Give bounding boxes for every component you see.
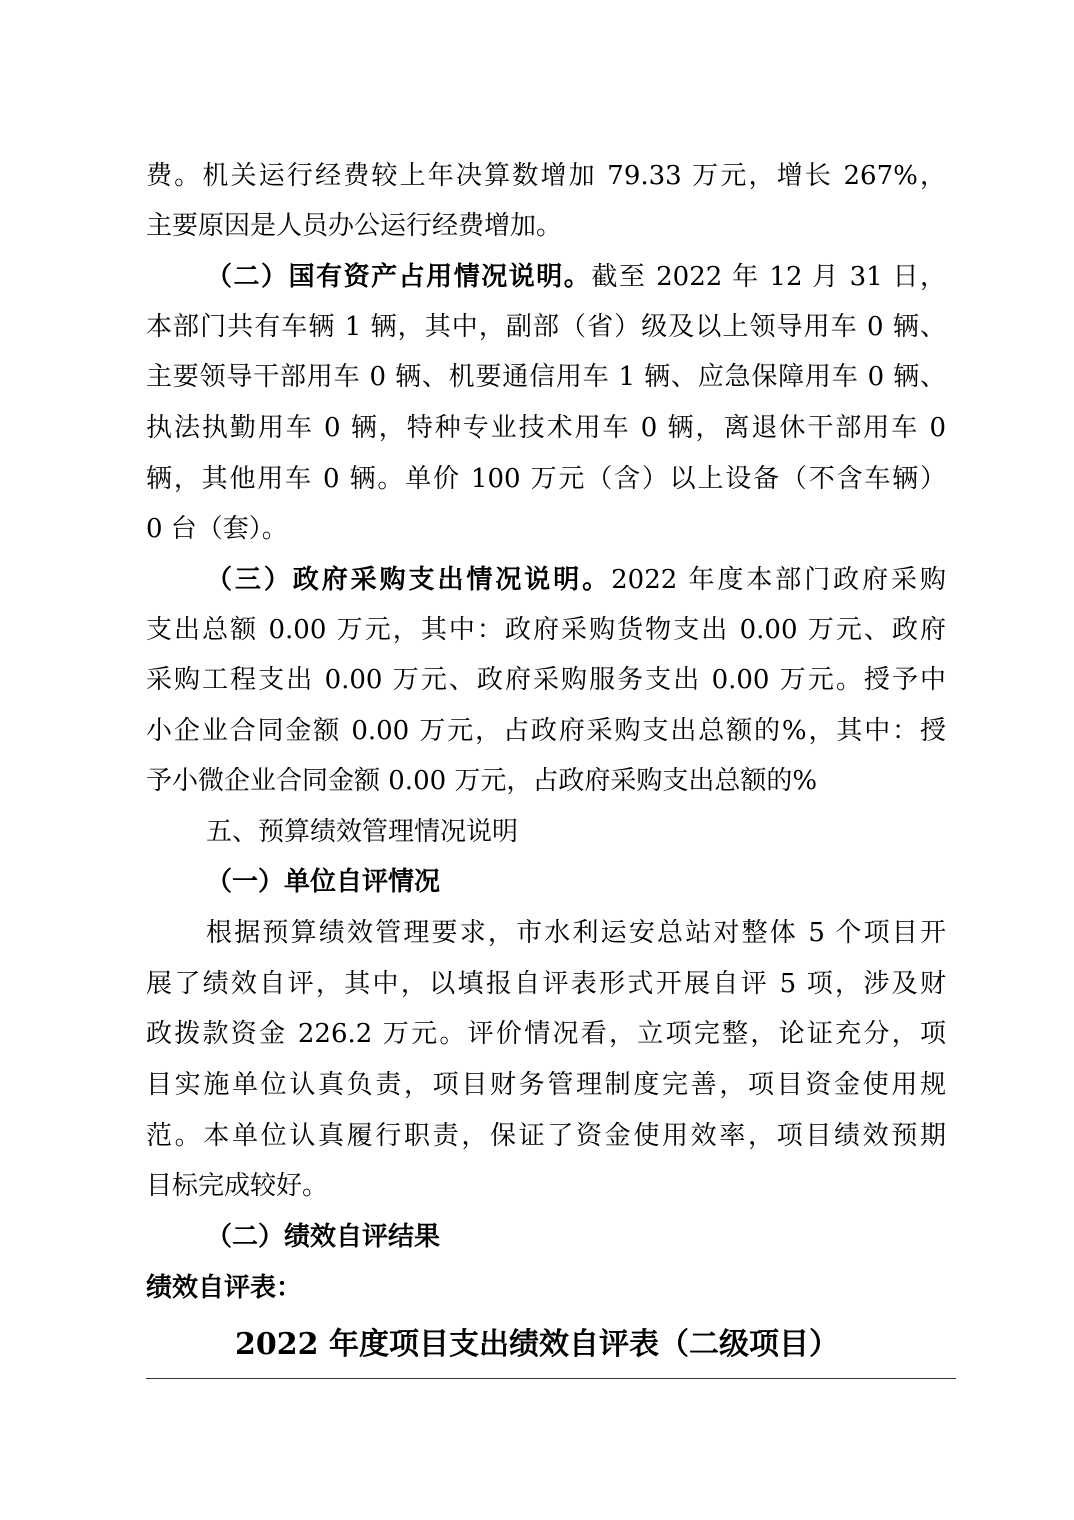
body-line: 根据预算绩效管理要求，市水利运安总站对整体 5 个项目开	[206, 918, 946, 948]
body-line: 主要原因是人员办公运行经费增加。	[146, 211, 563, 241]
procurement-heading: （三）政府采购支出情况说明。	[206, 565, 612, 595]
body-line: 目标完成较好。	[146, 1171, 329, 1201]
body-line: 辆，其他用车 0 辆。单价 100 万元（含）以上设备（不含车辆）	[146, 464, 946, 494]
assets-heading: （二）国有资产占用情况说明。	[206, 262, 592, 292]
body-line: 费。机关运行经费较上年决算数增加 79.33 万元，增长 267%，	[146, 161, 946, 191]
body-line: 范。本单位认真履行职责，保证了资金使用效率，项目绩效预期	[146, 1121, 946, 1151]
assets-line1-text: 截至 2022 年 12 月 31 日，	[591, 262, 946, 292]
body-line: 政拨款资金 226.2 万元。评价情况看，立项完整，论证充分，项	[146, 1019, 946, 1049]
body-line: 支出总额 0.00 万元，其中：政府采购货物支出 0.00 万元、政府	[146, 615, 946, 645]
subsection-2-heading: （二）绩效自评结果	[206, 1222, 441, 1252]
body-line: 展了绩效自评，其中，以填报自评表形式开展自评 5 项，涉及财	[146, 969, 946, 999]
body-line: 予小微企业合同金额 0.00 万元，占政府采购支出总额的%	[146, 766, 818, 796]
section-5-heading: 五、预算绩效管理情况说明	[206, 817, 519, 847]
table-top-rule	[146, 1378, 956, 1379]
table-label: 绩效自评表：	[146, 1273, 303, 1303]
table-title: 2022 年度项目支出绩效自评表（二级项目）	[235, 1327, 839, 1362]
body-line: 执法执勤用车 0 辆，特种专业技术用车 0 辆，离退休干部用车 0	[146, 413, 946, 443]
body-line: 小企业合同金额 0.00 万元，占政府采购支出总额的%，其中：授	[146, 716, 946, 746]
procurement-line1-text: 2022 年度本部门政府采购	[611, 565, 946, 595]
subsection-1-heading: （一）单位自评情况	[206, 867, 441, 897]
assets-paragraph-first-line	[206, 259, 946, 295]
procurement-paragraph-first-line	[206, 562, 946, 598]
body-line: 主要领导干部用车 0 辆、机要通信用车 1 辆、应急保障用车 0 辆、	[146, 362, 946, 392]
body-line: 0 台（套）。	[146, 514, 288, 544]
body-line: 本部门共有车辆 1 辆，其中，副部（省）级及以上领导用车 0 辆、	[146, 312, 946, 342]
body-line: 目实施单位认真负责，项目财务管理制度完善，项目资金使用规	[146, 1070, 946, 1100]
body-line: 采购工程支出 0.00 万元、政府采购服务支出 0.00 万元。授予中	[146, 665, 946, 695]
